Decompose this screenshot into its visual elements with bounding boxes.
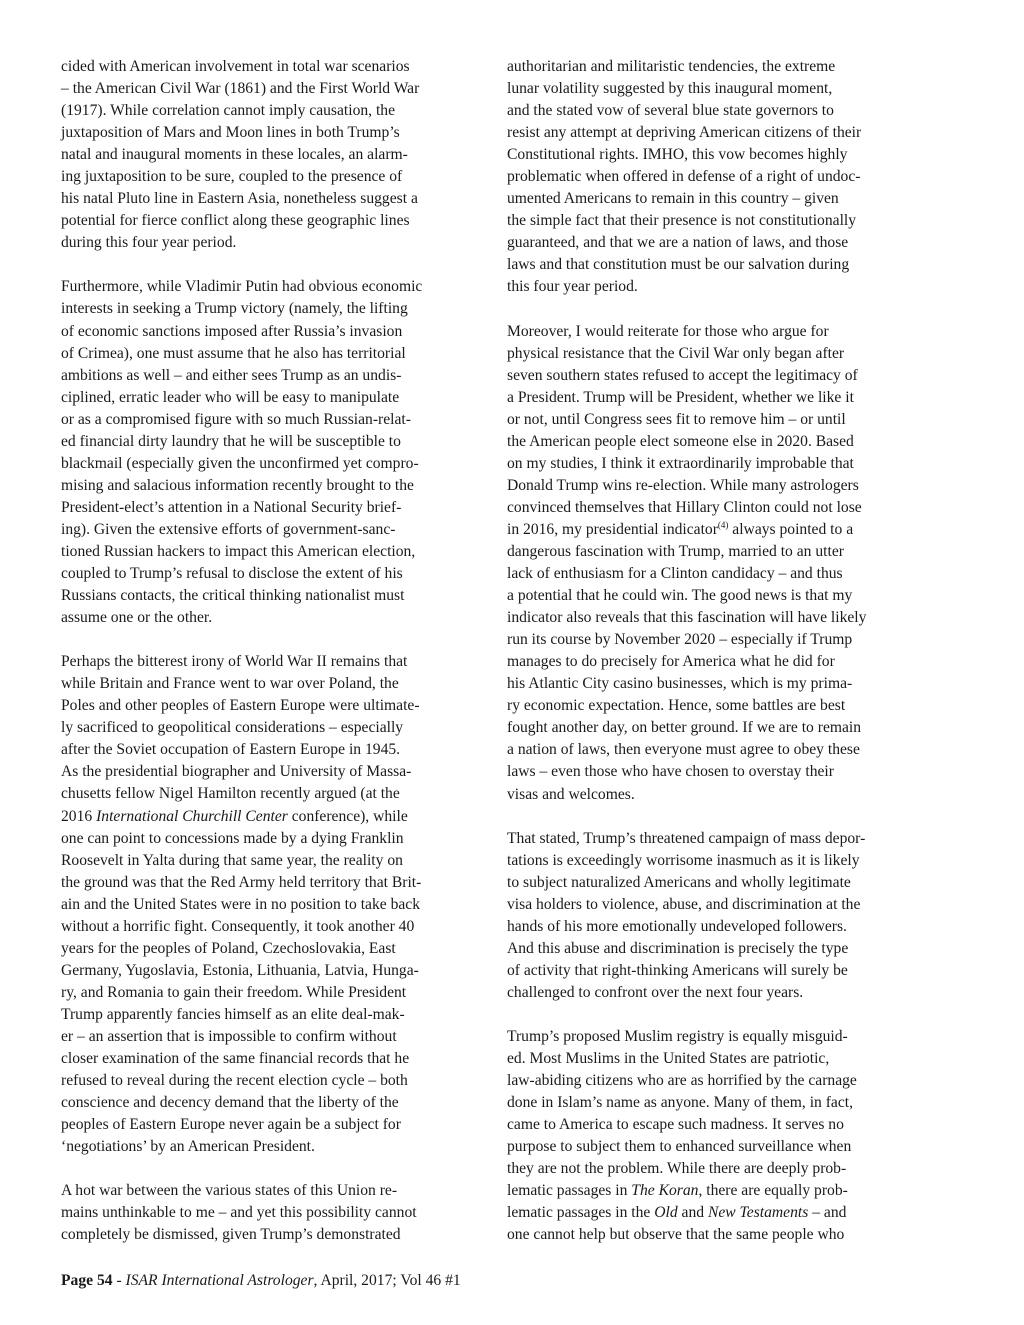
text-line: of activity that right-thinking Americans will surely be [507, 961, 848, 979]
paragraph [507, 56, 935, 299]
text-line: coupled to Trump’s refusal to disclose the extent of his [61, 565, 403, 583]
text-line: umented Americans to remain in this country – given [507, 190, 839, 208]
paragraph [61, 1180, 489, 1246]
text-line: years for the peoples of Poland, Czechoslovakia, East [61, 939, 396, 957]
left-column [61, 56, 489, 1246]
text-line: assume one or the other. [61, 609, 213, 627]
text-line: manages to do precisely for America what he did for [507, 653, 835, 671]
paragraph [507, 1026, 935, 1246]
text-line: one can point to concessions made by a dying Franklin [61, 829, 404, 847]
text-line: ambitions as well – and either sees Trump as an undis- [61, 366, 402, 384]
text-line: A hot war between the various states of this Union re- [61, 1182, 398, 1200]
text-line: ciplined, erratic leader who will be easy to manipulate [61, 388, 400, 406]
text-line: of economic sanctions imposed after Russia’s invasion [61, 322, 403, 340]
text-line: mising and salacious information recently brought to the [61, 476, 414, 494]
text-line: tioned Russian hackers to impact this American election, [61, 542, 416, 560]
text-line: closer examination of the same financial records that he [61, 1050, 410, 1068]
text-line: his Atlantic City casino businesses, which is my prima- [507, 675, 853, 693]
text-line: laws – even those who have chosen to overstay their [507, 763, 834, 781]
text-line: authoritarian and militaristic tendencies, the extreme [507, 58, 836, 75]
text-line: interests in seeking a Trump victory (namely, the lifting [61, 300, 408, 318]
text-line: one cannot help but observe that the same people who [507, 1226, 845, 1244]
text-line: ly sacrificed to geopolitical considerations – especially [61, 719, 404, 737]
text-line: seven southern states refused to accept the legitimacy of [507, 366, 858, 384]
text-line: convinced themselves that Hillary Clinton could not lose [507, 498, 862, 516]
text-line: blackmail (especially given the unconfirmed yet compro- [61, 454, 419, 472]
text-line: Moreover, I would reiterate for those who argue for [507, 322, 829, 340]
text-line: Trump apparently fancies himself as an elite deal-mak- [61, 1005, 405, 1023]
text-line: potential for fierce conflict along these geographic lines [61, 212, 410, 230]
text-line: juxtaposition of Mars and Moon lines in both Trump’s [61, 124, 400, 142]
text-line: during this four year period. [61, 234, 237, 252]
text-line: on my studies, I think it extraordinarily improbable that [507, 454, 854, 472]
issue-info: , April, 2017; Vol 46 #1 [313, 1272, 461, 1289]
text-line: done in Islam’s name as anyone. Many of them, in fact, [507, 1094, 854, 1112]
text-line: completely be dismissed, given Trump’s demonstrated [61, 1226, 401, 1244]
right-column [507, 56, 935, 1246]
publication-title: ISAR International Astrologer [125, 1272, 314, 1289]
text-line: laws and that constitution must be our salvation during [507, 256, 850, 274]
text-line: Russians contacts, the critical thinking nationalist must [61, 587, 405, 605]
text-line: they are not the problem. While there are deeply prob- [507, 1160, 847, 1178]
text-line: the simple fact that their presence is not constitutionally [507, 212, 857, 230]
text-line: er – an assertion that is impossible to confirm without [61, 1027, 397, 1045]
text-line: challenged to confront over the next four years. [507, 983, 804, 1001]
text-line: indicator also reveals that this fascination will have likely [507, 609, 867, 627]
text-line: 2016 International Churchill Center conference), while [61, 807, 408, 825]
text-line: As the presidential biographer and University of Massa- [61, 763, 412, 781]
text-line: ed. Most Muslims in the United States are patriotic, [507, 1049, 830, 1067]
text-line: cided with American involvement in total war scenarios [61, 58, 410, 75]
text-line: without a horrific fight. Consequently, it took another 40 [61, 917, 415, 935]
footer-separator: - [112, 1272, 126, 1289]
text-line: Poles and other peoples of Eastern Europe were ultimate- [61, 697, 420, 715]
text-line: refused to reveal during the recent election cycle – both [61, 1072, 408, 1090]
text-line: ed financial dirty laundry that he will be susceptible to [61, 432, 401, 450]
text-line: and the stated vow of several blue state governors to [507, 102, 834, 120]
text-line: Germany, Yugoslavia, Estonia, Lithuania, Latvia, Hunga- [61, 961, 419, 979]
paragraph [61, 56, 489, 254]
text-line: Trump’s proposed Muslim registry is equally misguid- [507, 1027, 848, 1045]
text-line: Perhaps the bitterest irony of World War II remains that [61, 653, 408, 671]
text-line: Roosevelt in Yalta during that same year, the reality on [61, 851, 403, 869]
text-line: tations is exceedingly worrisome inasmuch as it is likely [507, 851, 860, 869]
text-line: while Britain and France went to war over Poland, the [61, 675, 399, 693]
text-line: run its course by November 2020 – especially if Trump [507, 631, 853, 649]
text-line: mains unthinkable to me – and yet this possibility cannot [61, 1204, 417, 1222]
text-line: ing juxtaposition to be sure, coupled to the presence of [61, 168, 403, 186]
text-line: law-abiding citizens who are as horrified by the carnage [507, 1072, 857, 1090]
text-line: Furthermore, while Vladimir Putin had obvious economic [61, 278, 423, 296]
text-line: lack of enthusiasm for a Clinton candidacy – and thus [507, 565, 843, 583]
paragraph [507, 828, 935, 1004]
text-line: visa holders to violence, abuse, and discrimination at the [507, 895, 861, 913]
text-line: a President. Trump will be President, whether we like it [507, 388, 854, 406]
text-line: after the Soviet occupation of Eastern Europe in 1945. [61, 741, 401, 759]
text-line: natal and inaugural moments in these locales, an alarm- [61, 146, 408, 164]
text-line: ry, and Romania to gain their freedom. While President [61, 983, 407, 1001]
text-line: And this abuse and discrimination is precisely the type [507, 939, 849, 957]
text-line: lunar volatility suggested by this inaugural moment, [507, 80, 833, 98]
text-line: ry economic expectation. Hence, some battles are best [507, 697, 846, 715]
text-line: ain and the United States were in no position to take back [61, 895, 420, 913]
text-line: this four year period. [507, 278, 638, 296]
text-line: Constitutional rights. IMHO, this vow becomes highly [507, 146, 848, 164]
text-line: of Crimea), one must assume that he also has territorial [61, 344, 406, 362]
paragraph [61, 276, 489, 629]
text-line: resist any attempt at depriving American citizens of their [507, 124, 862, 142]
text-line: hands of his more emotionally undeveloped followers. [507, 917, 847, 935]
text-line: in 2016, my presidential indicator$^{(4)}$ always pointed to a [507, 519, 854, 538]
paragraph [507, 321, 935, 806]
text-line: purpose to subject them to enhanced surveillance when [507, 1138, 852, 1156]
text-line: fought another day, on better ground. If we are to remain [507, 719, 862, 737]
text-line: That stated, Trump’s threatened campaign of mass depor- [507, 829, 866, 847]
text-line: lematic passages in the Old and New Testaments – and [507, 1204, 847, 1222]
text-line: the American people elect someone else in 2020. Based [507, 432, 854, 450]
text-line: a potential that he could win. The good news is that my [507, 587, 853, 605]
text-line: Donald Trump wins re-election. While many astrologers [507, 476, 859, 494]
text-line: chusetts fellow Nigel Hamilton recently argued (at the [61, 785, 400, 803]
text-line: lematic passages in The Koran, there are equally prob- [507, 1182, 848, 1200]
text-line: dangerous fascination with Trump, married to an utter [507, 542, 844, 560]
text-line: (1917). While correlation cannot imply causation, the [61, 102, 396, 120]
text-line: his natal Pluto line in Eastern Asia, nonetheless suggest a [61, 190, 418, 208]
text-line: came to America to escape such madness. It serves no [507, 1116, 844, 1134]
text-line: guaranteed, and that we are a nation of laws, and those [507, 234, 849, 252]
text-line: physical resistance that the Civil War only began after [507, 344, 845, 362]
page-footer [61, 1272, 461, 1290]
text-line: ‘negotiations’ by an American President. [61, 1138, 315, 1156]
page-number: Page 54 [61, 1272, 113, 1289]
text-line: ing). Given the extensive efforts of government-sanc- [61, 520, 396, 538]
text-line: visas and welcomes. [507, 785, 635, 803]
text-line: problematic when offered in defense of a right of undoc- [507, 168, 861, 186]
text-line: or as a compromised figure with so much Russian-relat- [61, 410, 411, 428]
text-line: the ground was that the Red Army held territory that Brit- [61, 873, 422, 891]
paragraph [61, 651, 489, 1158]
text-line: a nation of laws, then everyone must agree to obey these [507, 741, 860, 759]
text-line: or not, until Congress sees fit to remove him – or until [507, 410, 846, 428]
text-line: – the American Civil War (1861) and the First World War [61, 80, 420, 98]
text-line: peoples of Eastern Europe never again be a subject for [61, 1116, 401, 1134]
text-line: to subject naturalized Americans and wholly legitimate [507, 873, 851, 891]
text-line: President-elect’s attention in a National Security brief- [61, 498, 402, 516]
text-line: conscience and decency demand that the liberty of the [61, 1094, 399, 1112]
